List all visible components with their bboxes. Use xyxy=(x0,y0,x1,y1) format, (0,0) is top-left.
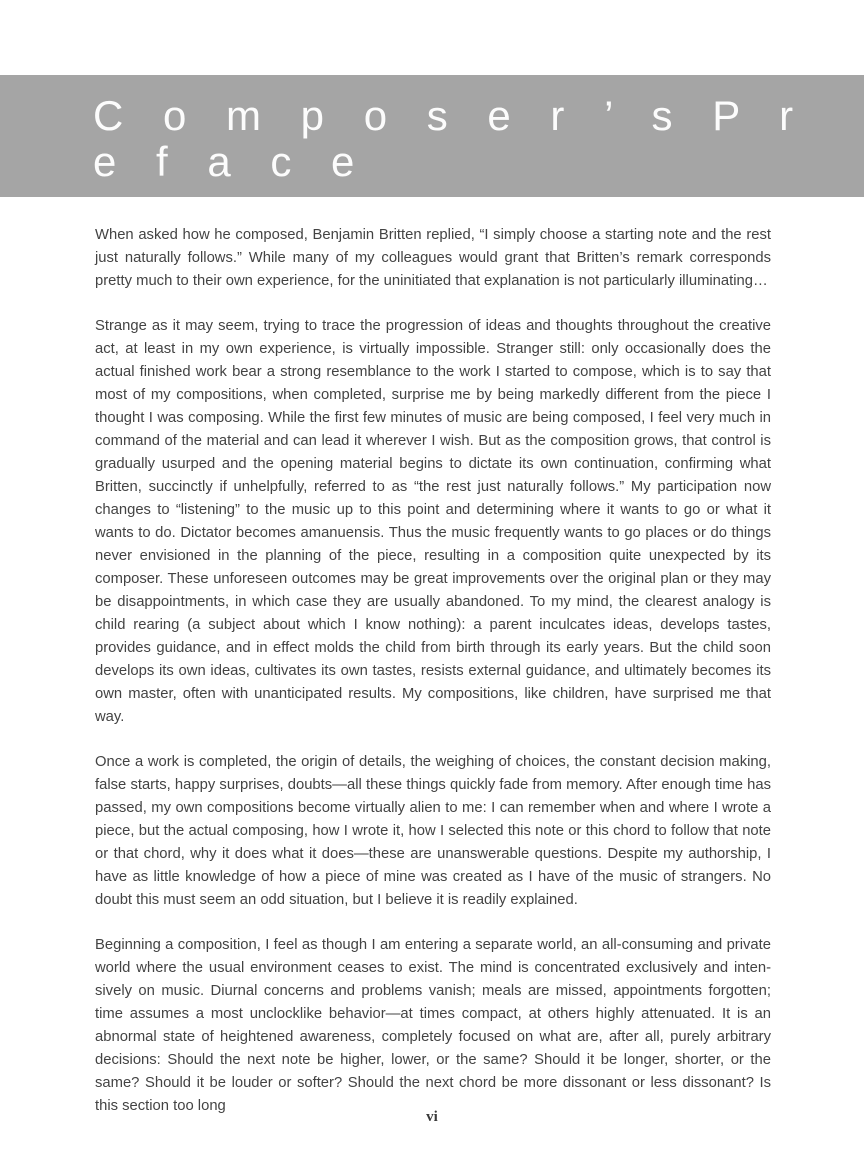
paragraph-1: When asked how he composed, Benjamin Britten replied, “I simply choose a starting note and the rest just naturally follows.” While many of my colleagues would grant that Britten’s remark corresponds pretty much to their own experience, for the uninitiated that explanation is not particularly illuminating… xyxy=(95,227,771,289)
paragraph-2: Strange as it may seem, trying to trace the progression of ideas and thoughts throughout the creative act, at least in my own experience, is virtually impossible. Stranger still: only occasionally does the actual finished work bear a strong resemblance to the work I started to compose, which is to say that most of my compositions, when completed, surprise me by being markedly different from the piece I thought I was composing. While the first few minutes of music are being composed, I feel very much in command of the material and can lead it wherever I wish. But as the composition grows, that control is gradually usurped and the opening material begins to dictate its own continuation, confirming what Britten, succinctly if unhelpfully, referred to as “the rest just naturally follows.” My participation now changes to “listening” to the music up to this point and determining where it wants to go or what it wants to do. Dictator becomes amanuensis. Thus the music frequently wants to go places or do things never envisioned in the planning of the piece, resulting in a composition quite unexpected by its composer. These unforeseen outcomes may be great improvements over the original plan or they may be disappointments, in which case they are usually abandoned. To my mind, the clearest analogy is child rearing (a subject about which I know nothing): a parent inculcates ideas, develops tastes, provides guidance, and in effect molds the child from birth through its early years. But the child soon develops its own ideas, cultivates its own tastes, resists external guidance, and ultimately becomes its own master, often with unanticipated results. My compositions, like children, have surprised me that way. xyxy=(95,318,771,725)
page-title: C o m p o s e r ’ s P r e f a c e xyxy=(93,92,808,186)
paragraph-4: Beginning a composition, I feel as though I am entering a separate world, an all-consuming and private world where the usual environment ceases to exist. The mind is concentrated exclusively and intensively on music. Diurnal concerns and problems vanish; meals are missed, appointments forgotten; time assumes a most unclocklike behavior—at times compact, at others highly attenuated. It is an abnormal state of heightened awareness, completely focused on what are, after all, purely arbitrary decisions: Should the next note be higher, lower, or the same? Should it be longer, shorter, or the same? Should it be louder or softer? Should the next chord be more dissonant or less dissonant? Is this section too long xyxy=(95,937,771,1114)
page-number: vi xyxy=(426,1109,438,1125)
paragraph-3: Once a work is completed, the origin of details, the weighing of choices, the constant decision making, false starts, happy surprises, doubts—all these things quickly fade from memory. After enough time has passed, my own compositions become virtually alien to me: I can remember when and where I wrote a piece, but the actual composing, how I wrote it, how I selected this note or this chord to follow that note or that chord, why it does what it does—these are unanswerable questions. Despite my authorship, I have as little knowledge of how a piece of mine was created as I have of the music of strangers. No doubt this must seem an odd situation, but I believe it is readily explained. xyxy=(95,754,771,908)
title-band xyxy=(0,75,864,197)
page-footer xyxy=(0,1108,864,1126)
preface-text xyxy=(95,224,771,1140)
